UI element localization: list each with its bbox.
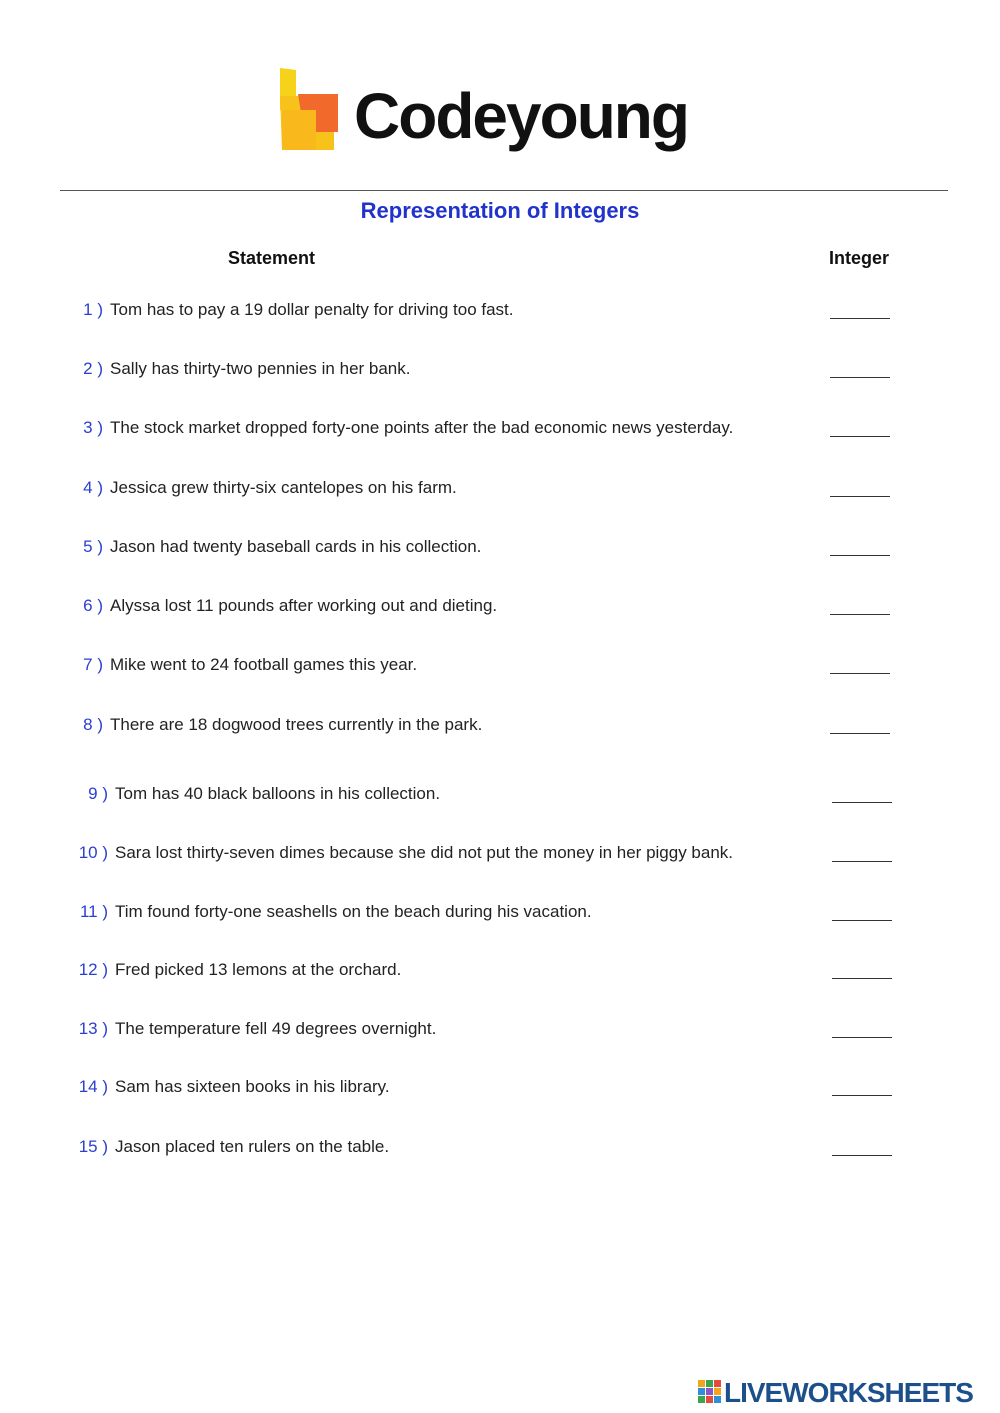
integer-answer-field[interactable] bbox=[830, 673, 890, 674]
question-text: Mike went to 24 football games this year. bbox=[110, 655, 418, 674]
integer-answer-field[interactable] bbox=[832, 1155, 892, 1156]
question-row bbox=[0, 1019, 1000, 1049]
footer-brand: LIVEWORKSHEETS bbox=[724, 1377, 973, 1408]
liveworksheets-footer bbox=[698, 1376, 998, 1410]
question-row bbox=[0, 655, 1000, 685]
question-text: The stock market dropped forty-one points after the bad economic news yesterday. bbox=[110, 418, 734, 437]
codeyoung-logo-icon bbox=[276, 66, 348, 156]
question-text: Sara lost thirty-seven dimes because she did not put the money in her piggy bank. bbox=[115, 843, 734, 862]
integer-answer-field[interactable] bbox=[830, 377, 890, 378]
question-number: 15 ) bbox=[78, 1137, 108, 1156]
integer-answer-field[interactable] bbox=[832, 978, 892, 979]
liveworksheets-logo-icon bbox=[698, 1380, 722, 1404]
page-title: Representation of Integers bbox=[360, 198, 640, 223]
codeyoung-logo bbox=[276, 66, 688, 166]
statement-column-header: Statement bbox=[228, 248, 316, 268]
question-number: 12 ) bbox=[78, 960, 108, 979]
question-number: 14 ) bbox=[78, 1077, 108, 1096]
question-text: Tom has to pay a 19 dollar penalty for driving too fast. bbox=[110, 300, 514, 319]
question-number: 8 ) bbox=[83, 715, 103, 734]
question-row bbox=[0, 596, 1000, 626]
question-number: 3 ) bbox=[83, 418, 103, 437]
integer-answer-field[interactable] bbox=[832, 1095, 892, 1096]
question-row bbox=[0, 478, 1000, 508]
integer-answer-field[interactable] bbox=[832, 802, 892, 803]
question-number: 6 ) bbox=[83, 596, 103, 615]
question-text: Sam has sixteen books in his library. bbox=[115, 1077, 390, 1096]
header-divider bbox=[60, 190, 948, 191]
question-number: 2 ) bbox=[83, 359, 103, 378]
integer-column-header: Integer bbox=[829, 248, 890, 268]
integer-answer-field[interactable] bbox=[830, 436, 890, 437]
question-number: 7 ) bbox=[83, 655, 103, 674]
integer-answer-field[interactable] bbox=[830, 614, 890, 615]
question-text: Sally has thirty-two pennies in her bank. bbox=[110, 359, 411, 378]
question-row bbox=[0, 1137, 1000, 1167]
question-number: 5 ) bbox=[83, 537, 103, 556]
integer-answer-field[interactable] bbox=[832, 920, 892, 921]
integer-answer-field[interactable] bbox=[832, 861, 892, 862]
question-number: 13 ) bbox=[78, 1019, 108, 1038]
question-number: 10 ) bbox=[78, 843, 108, 862]
question-row bbox=[0, 418, 1000, 448]
integer-answer-field[interactable] bbox=[832, 1037, 892, 1038]
question-row bbox=[0, 843, 1000, 873]
logo-wordmark: Codeyoung bbox=[354, 80, 688, 152]
question-text: There are 18 dogwood trees currently in the park. bbox=[110, 715, 483, 734]
integer-answer-field[interactable] bbox=[830, 318, 890, 319]
question-number: 1 ) bbox=[83, 300, 103, 319]
question-number: 9 ) bbox=[88, 784, 108, 803]
question-row bbox=[0, 300, 1000, 330]
integer-answer-field[interactable] bbox=[830, 555, 890, 556]
question-text: Jessica grew thirty-six cantelopes on his farm. bbox=[110, 478, 457, 497]
question-text: Jason had twenty baseball cards in his collection. bbox=[110, 537, 482, 556]
question-text: Fred picked 13 lemons at the orchard. bbox=[115, 960, 402, 979]
integer-answer-field[interactable] bbox=[830, 496, 890, 497]
question-number: 4 ) bbox=[83, 478, 103, 497]
question-row bbox=[0, 902, 1000, 932]
question-row bbox=[0, 960, 1000, 990]
question-text: Jason placed ten rulers on the table. bbox=[115, 1137, 390, 1156]
question-number: 11 ) bbox=[79, 902, 108, 921]
question-text: Alyssa lost 11 pounds after working out and dieting. bbox=[110, 596, 498, 615]
question-row bbox=[0, 1077, 1000, 1107]
question-text: The temperature fell 49 degrees overnight. bbox=[115, 1019, 437, 1038]
question-text: Tom has 40 black balloons in his collection. bbox=[115, 784, 441, 803]
question-row bbox=[0, 537, 1000, 567]
question-row bbox=[0, 784, 1000, 814]
question-text: Tim found forty-one seashells on the beach during his vacation. bbox=[115, 902, 592, 921]
question-row bbox=[0, 359, 1000, 389]
question-row bbox=[0, 715, 1000, 745]
integer-answer-field[interactable] bbox=[830, 733, 890, 734]
